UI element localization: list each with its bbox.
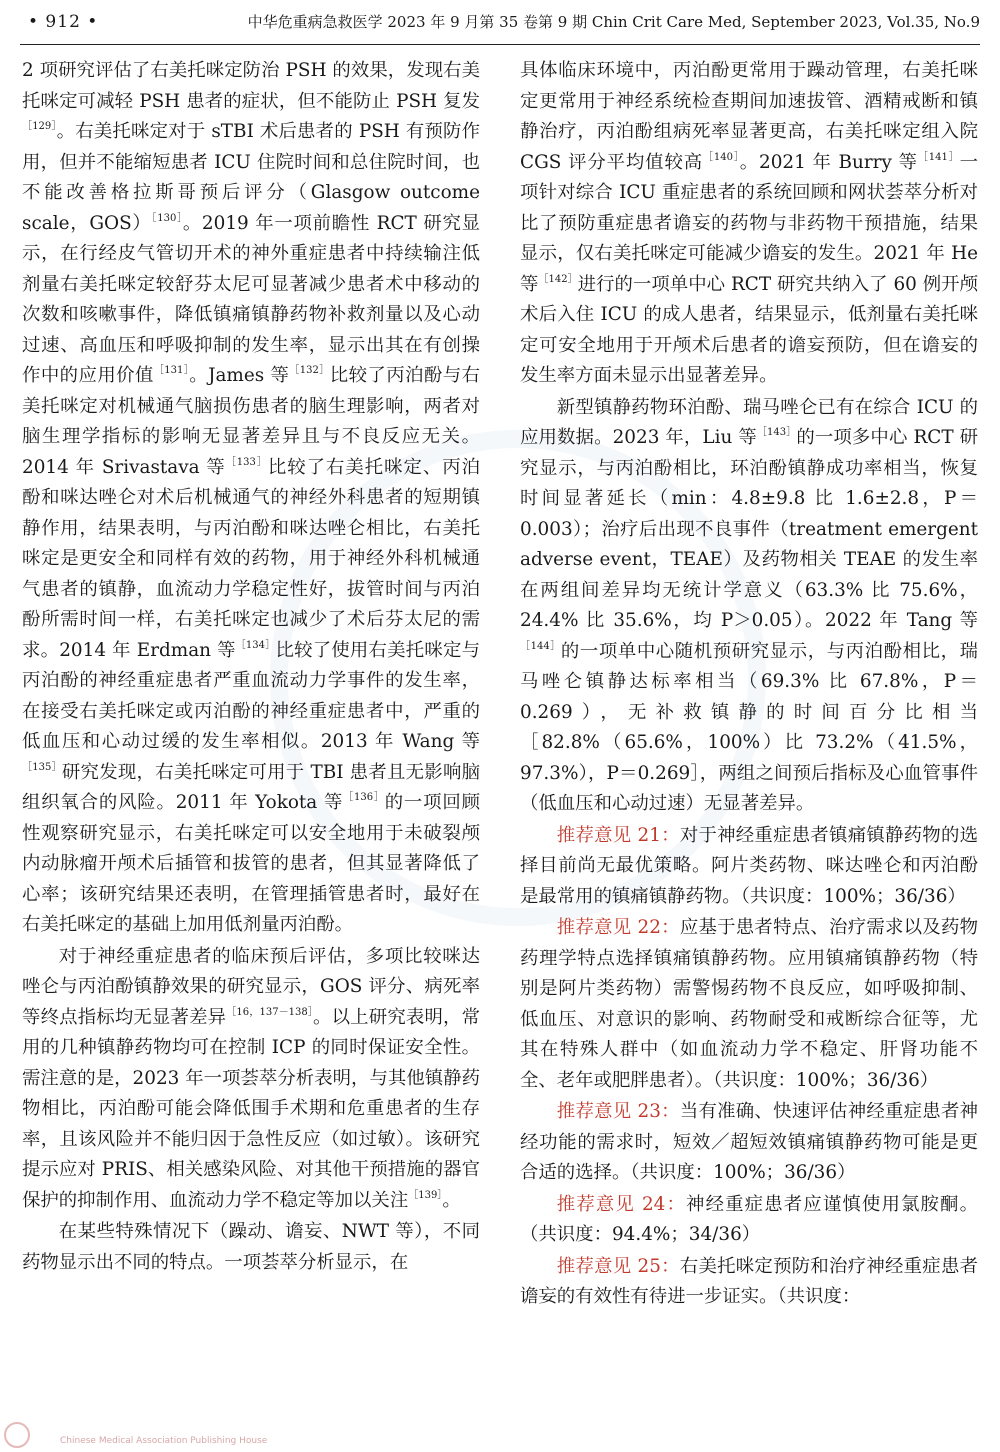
text-run: 新型镇静药物环泊酚、瑞马唑仑已有在综合 ICU 的应用数据。2023 年，Liu 等 [520,396,978,448]
text-run: 。右美托咪定对于 sTBI 术后患者的 PSH 有预防作用，但并不能缩短患者 ICU 住院时间和总住院时间，也不能改善格拉斯哥预后评分（Glasgow outcome scale，GOS） [22,121,480,234]
citation-ref: ［16，137－138］ [226,1006,314,1018]
text-run: 的一项多中心 RCT 研究显示，与丙泊酚相比，环泊酚镇静成功率相当，恢复时间显著延长（min：4.8±9.8 比 1.6±2.8，P＝0.003）；治疗后出现不良事件（treatment emergent adverse event，TEAE）及药物相关 TEAE 的发生率在两组间差异均无统计学意义（63.3% 比 75.6%，24.4% 比 35.6%，均 P＞0.05）。2022 年 Tang 等 [520,427,978,631]
text-run: 。2021 年 Burry 等 [739,151,918,173]
citation-ref: ［131］ [153,365,190,376]
text-run: 。2019 年一项前瞻性 RCT 研究显示，在行经皮气管切开术的神外重症患者中持续输注低剂量右美托咪定较舒芬太尼可显著减少患者术中移动的次数和咳嗽事件，降低镇痛镇静药物补救剂量以及心动过速、高血压和呼吸抑制的发生率，显示出其在有创操作中的应用价值 [22,212,480,386]
text-run: 比较了丙泊酚与右美托咪定对机械通气脑损伤患者的脑生理影响，两者对脑生理学指标的影响无显著差异且与不良反应无关。2014 年 Srivastava 等 [22,365,480,478]
text-run: 对于神经重症患者镇痛镇静药物的选择目前尚无最优策略。阿片类药物、咪达唑仑和丙泊酚是最常用的镇痛镇静药物。（共识度：100%；36/36） [520,824,978,907]
journal-citation: 中华危重病急救医学 2023 年 9 月第 35 卷第 9 期 Chin Crit Care Med, September 2023, Vol.35, No.9 [247,13,980,31]
citation-ref: ［132］ [289,365,330,376]
citation-ref: ［134］ [235,639,276,651]
paragraph [520,1097,978,1189]
text-run: 右美托咪定预防和治疗神经重症患者谵妄的有效性有待进一步证实。（共识度： [520,1255,978,1307]
paragraph [520,56,978,392]
page-number: • 912 • [28,12,99,32]
citation-ref: ［143］ [756,427,797,438]
text-run: 具体临床环境中，丙泊酚更常用于躁动管理，右美托咪定更常用于神经系统检查期间加速拔管、酒精戒断和镇静治疗，丙泊酚组病死率显著更高，右美托咪定组入院 CGS 评分平均值较高 [520,60,978,173]
text-run: 进行的一项单中心 RCT 研究共纳入了 60 例开颅术后入住 ICU 的成人患者，结果显示，低剂量右美托咪定可安全地用于开颅术后患者的谵妄预防，但在谵妄的发生率方面未显示出显著差异。 [520,273,978,386]
paragraph [22,1217,480,1278]
paragraph [22,942,480,1217]
right-column [520,56,978,1313]
paragraph [520,393,978,820]
text-run: 神经重症患者应谨慎使用氯胺酮。（共识度：94.4%；34/36） [520,1193,978,1245]
text-run: 2 项研究评估了右美托咪定防治 PSH 的效果，发现右美托咪定可减轻 PSH 患者的症状，但不能防止 PSH 复发 [22,60,480,112]
text-run: 比较了使用右美托咪定与丙泊酚的神经重症患者严重血流动力学事件的发生率，在接受右美托咪定或丙泊酚的神经重症患者中，严重的低血压和心动过缓的发生率相似。2013 年 Wang 等 [22,639,480,752]
left-column [22,56,480,1278]
text-run: 对于神经重症患者的临床预后评估，多项比较咪达唑仑与丙泊酚镇静效果的研究显示，GOS 评分、病死率等终点指标均无显著差异 [22,945,480,1028]
publisher-logo-icon [4,1422,30,1448]
citation-ref: ［140］ [703,151,740,163]
paragraph [520,1190,978,1251]
citation-ref: ［142］ [538,273,578,285]
text-run: 应基于患者特点、治疗需求以及药物药理学特点选择镇痛镇静药物。应用镇痛镇静药物（特别是阿片类药物）需警惕药物不良反应，如呼吸抑制、低血压、对意识的影响、药物耐受和戒断综合征等，尤其在特殊人群中（如血流动力学不稳定、肝肾功能不全、老年或肥胖患者）。（共识度：100%；36/36） [520,917,978,1091]
text-run: 研究发现，右美托咪定可用于 TBI 患者且无影响脑组织氧合的风险。2011 年 Yokota 等 [22,761,480,813]
recommendation-label: 推荐意见 22： [556,917,680,938]
text-run: 一项针对综合 ICU 重症患者的系统回顾和网状荟萃分析对比了预防重症患者谵妄的药物与非药物干预措施，结果显示，仅右美托咪定可能减少谵妄的发生。2021 年 He 等 [520,151,979,295]
text-run: 当有准确、快速评估神经重症患者神经功能的需求时，短效／超短效镇痛镇静药物可能是更合适的选择。（共识度：100%；36/36） [520,1101,978,1183]
text-run: 的一项单中心随机预研究显示，与丙泊酚相比，瑞马唑仑镇静达标率相当（69.3% 比 67.8%，P＝0.269），无补救镇静的时间百分比相当［82.8%（65.6%，100%）比 73.2%（41.5%，97.3%），P＝0.269］，两组之间预后指标及心血管事件（低血压和心动过速）无显著差异。 [520,640,978,814]
text-run: 。以上研究表明，常用的几种镇静药物均可在控制 ICP 的同时保证安全性。需注意的是，2023 年一项荟萃分析表明，与其他镇静药物相比，丙泊酚可能会降低围手术期和危重患者的生存率，且该风险并不能归因于急性反应（如过敏）。该研究提示应对 PRIS、相关感染风险、对其他干预措施的器官保护的抑制作用、血流动力学不稳定等加以关注 [22,1006,480,1211]
citation-ref: ［139］ [408,1189,443,1201]
running-header [20,0,980,45]
citation-ref: ［135］ [22,761,62,773]
citation-ref: ［129］ [22,121,57,132]
paragraph [520,1252,978,1313]
publisher-name: Chinese Medical Association Publishing House [60,1436,268,1446]
citation-ref: ［130］ [151,212,183,224]
publisher-watermark [0,1420,470,1450]
recommendation-label: 推荐意见 23： [556,1101,680,1122]
citation-ref: ［141］ [917,151,960,163]
citation-ref: ［133］ [225,456,268,468]
recommendation-label: 推荐意见 21： [556,824,680,846]
citation-ref: ［144］ [520,640,561,652]
text-run: 在某些特殊情况下（躁动、谵妄、NWT 等），不同药物显示出不同的特点。一项荟萃分析显示，在 [22,1221,480,1273]
paragraph [520,913,978,1096]
text-run: 比较了右美托咪定、丙泊酚和咪达唑仑对术后机械通气的神经外科患者的短期镇静作用，结果表明，与丙泊酚和咪达唑仑相比，右美托咪定是更安全和同样有效的药物，用于神经外科机械通气患者的镇静，血流动力学稳定性好，拔管时间与丙泊酚所需时间一样，右美托咪定也减少了术后芬太尼的需求。2014 年 Erdman 等 [22,456,480,661]
paragraph [22,56,480,941]
paragraph [520,821,978,913]
text-run: 。 [442,1189,461,1211]
text-run: 。James 等 [189,365,290,386]
text-run: 的一项回顾性观察研究显示，右美托咪定可以安全地用于未破裂颅内动脉瘤开颅术后插管和拔管的患者，但其显著降低了心率；该研究结果还表明，在管理插管患者时，最好在右美托咪定的基础上加用低剂量丙泊酚。 [22,792,480,935]
recommendation-label: 推荐意见 25： [556,1255,680,1277]
citation-ref: ［136］ [343,792,385,803]
recommendation-label: 推荐意见 24： [556,1193,687,1215]
